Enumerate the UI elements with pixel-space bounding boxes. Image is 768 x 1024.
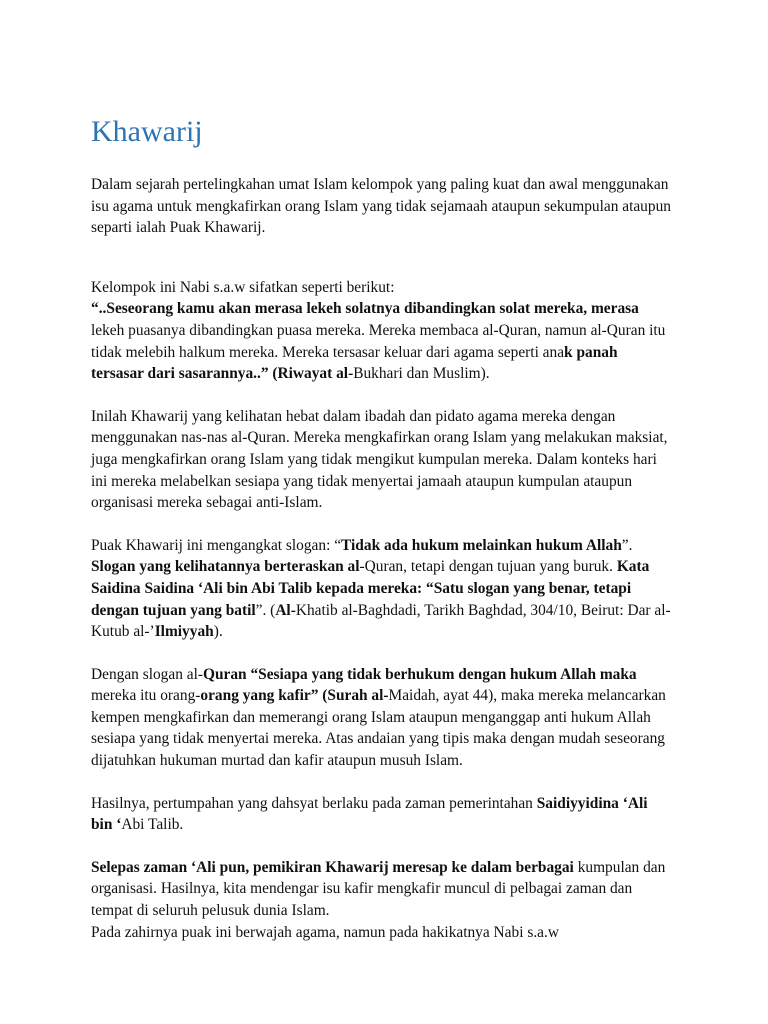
aftermath-closing: Pada zahirnya puak ini berwajah agama, namun pada hakikatnya Nabi s.a.w	[91, 923, 559, 941]
paragraph-hadith	[91, 277, 672, 385]
paragraph-spacer	[91, 239, 672, 277]
slogan-text: -Quran, tetapi dengan tujuan yang buruk.	[359, 558, 617, 576]
document-title: Khawarij	[91, 115, 203, 148]
paragraph-spacer	[91, 836, 672, 857]
quran-text: Dengan slogan al-	[91, 665, 203, 683]
slogan-text: ”.	[621, 536, 633, 554]
slogan-citation: Khatib al-Baghdadi, Tarikh Baghdad, 304/10, Beirut: Dar al-Kutub al-’	[91, 601, 671, 641]
slogan-bold: Tidak ada hukum melainkan hukum Allah	[341, 536, 622, 554]
slogan-text: ”. (	[255, 601, 276, 619]
paragraph-description: Inilah Khawarij yang kelihatan hebat dalam ibadah dan pidato agama mereka dengan menggunakan nas-nas al-Quran. Mereka mengkafirkan orang Islam yang melakukan maksiat, juga mengkafirkan orang Islam yang tidak mengikut kumpulan mereka. Dalam konteks hari ini mereka melabelkan sesiapa yang tidak menyertai jamaah ataupun kumpulan ataupun organisasi mereka sebagai anti-Islam.	[91, 407, 668, 512]
result-text: Abi Talib.	[121, 816, 184, 834]
paragraph-result	[91, 793, 672, 836]
quran-text: mereka itu orang-	[91, 687, 201, 705]
slogan-bold: Al-	[275, 601, 296, 619]
slogan-bold: Ilmiyyah	[154, 623, 214, 641]
paragraph-spacer	[91, 385, 672, 406]
paragraph-aftermath	[91, 857, 672, 943]
slogan-bold: Kata Saidina Saidina ‘Ali bin Abi Talib kepada mereka: “Satu slogan yang benar, tetapi dengan tujuan yang batil	[91, 558, 650, 619]
quran-bold: Quran “Sesiapa yang tidak berhukum dengan hukum Allah maka	[202, 665, 637, 683]
paragraph-quran-slogan	[91, 664, 672, 772]
aftermath-bold: Selepas zaman ‘Ali pun, pemikiran Khawarij meresap ke dalam berbagai	[91, 858, 574, 876]
paragraph-slogan	[91, 535, 672, 643]
paragraph-spacer	[91, 514, 672, 535]
slogan-bold: Slogan yang kelihatannya berteraskan al	[91, 558, 360, 576]
slogan-text: Puak Khawarij ini mengangkat slogan: “	[91, 536, 342, 554]
paragraph-intro: Dalam sejarah pertelingkahan umat Islam kelompok yang paling kuat dan awal menggunakan isu agama untuk mengkafirkan orang Islam yang tidak sejamaah ataupun sekumpulan ataupun separti ialah Puak Khawarij.	[91, 176, 671, 237]
hadith-source: Bukhari dan Muslim).	[353, 365, 490, 383]
hadith-quote-tail: k panah tersasar dari sasarannya..” (Riwayat al-	[91, 343, 618, 383]
result-text: Hasilnya, pertumpahan yang dahsyat berlaku pada zaman pemerintahan	[91, 794, 537, 812]
paragraph-spacer	[91, 643, 672, 664]
quran-text: Maidah, ayat 44), maka mereka melancarkan kempen mengkafirkan dan memerangi orang Islam ataupun menganggap anti hukum Allah sesiapa yang tidak menyertai mereka. Atas andaian yang tipis maka dengan mudah seseorang dijatuhkan hukuman murtad dan kafir ataupun musuh Islam.	[91, 687, 666, 770]
hadith-quote-body: lekeh puasanya dibandingkan puasa mereka. Mereka membaca al-Quran, namun al-Quran itu tidak melebih halkum mereka. Mereka tersasar keluar dari agama seperti ana	[91, 321, 666, 361]
result-bold: Saidiyyidina ‘Ali bin ‘	[91, 794, 648, 834]
hadith-intro: Kelompok ini Nabi s.a.w sifatkan seperti berikut:	[91, 278, 395, 296]
hadith-quote-bold: “..Seseorang kamu akan merasa lekeh solatnya dibandingkan solat mereka, merasa	[91, 300, 639, 318]
paragraph-spacer	[91, 772, 672, 793]
aftermath-text: kumpulan dan organisasi. Hasilnya, kita mendengar isu kafir mengkafir muncul di pelbagai zaman dan tempat di seluruh pelusuk dunia Islam.	[91, 858, 666, 920]
slogan-text: ).	[213, 623, 223, 641]
quran-bold: orang yang kafir” (Surah al-	[200, 687, 389, 705]
